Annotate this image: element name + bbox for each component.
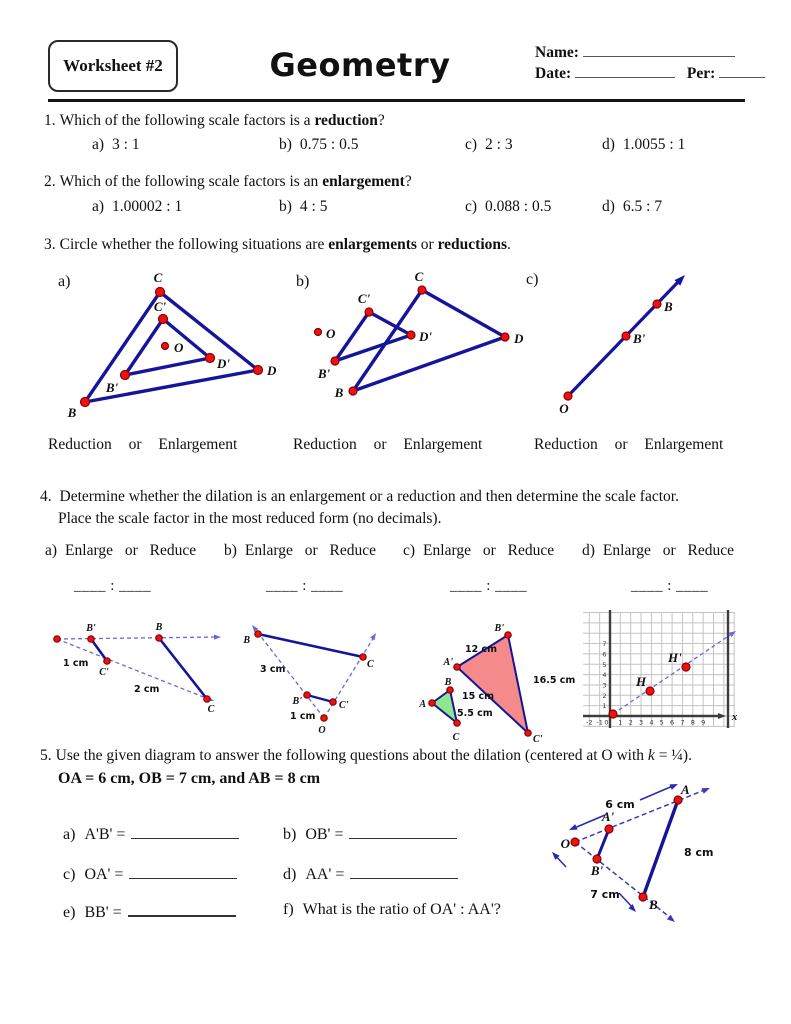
segment-AB	[643, 800, 678, 897]
point-C-dot	[454, 720, 460, 726]
point-B-label: B	[444, 677, 452, 688]
point-Bp-dot	[505, 632, 511, 638]
origin-dot	[609, 710, 617, 718]
q1-option-a[interactable]: a) 3 : 1	[92, 136, 140, 153]
measure-arrow-6cm-up	[640, 785, 675, 800]
point-D-dot	[254, 366, 263, 375]
part-label-b: b)	[296, 273, 310, 290]
q5-part-b: b) OB' =	[283, 824, 457, 844]
arrowhead	[568, 824, 578, 833]
grid-yticks	[602, 640, 606, 710]
q2-option-d[interactable]: d) 6.5 : 7	[602, 198, 663, 215]
measure-8cm: 8 cm	[684, 846, 714, 859]
q4-diagram-c	[412, 608, 584, 748]
point-O-dot	[564, 392, 572, 400]
q3-diagram-c	[520, 258, 765, 436]
q4-diagram-d	[583, 608, 761, 735]
q5a-answer-blank[interactable]	[131, 824, 239, 839]
point-A-dot	[674, 796, 682, 804]
measure-12cm: 12 cm	[465, 644, 498, 655]
measure-1cm: 1 cm	[63, 658, 89, 669]
measure-6cm: 6 cm	[605, 798, 635, 811]
q1-option-b[interactable]: b) 0.75 : 0.5	[279, 136, 359, 153]
point-C-dot	[204, 696, 210, 702]
measure-16-5cm: 16.5 cm	[533, 675, 576, 686]
per-blank[interactable]	[719, 64, 765, 78]
q4-option-a[interactable]: a) Enlarge or Reduce	[45, 542, 197, 559]
point-Ap-dot	[454, 664, 460, 670]
svg-text:3: 3	[602, 681, 607, 690]
measure-15cm: 15 cm	[462, 691, 495, 702]
point-A-label: A	[419, 699, 426, 710]
q2-prompt: 2. Which of the following scale factors is an enlargement?	[44, 173, 412, 190]
measure-2cm: 2 cm	[134, 684, 160, 695]
point-Hp-label: H'	[668, 650, 682, 665]
svg-text:7: 7	[602, 640, 607, 649]
point-B-dot	[349, 387, 357, 395]
point-Dp-dot	[206, 354, 215, 363]
point-Cp-label: C'	[339, 700, 349, 711]
triangle-BpCpDp	[335, 312, 411, 361]
q4a-scale-blank[interactable]: ____ : ____	[74, 578, 152, 594]
point-O-label: O	[559, 401, 569, 416]
q4-option-b[interactable]: b) Enlarge or Reduce	[224, 542, 376, 559]
svg-text:2: 2	[602, 691, 607, 700]
point-B-label: B	[334, 385, 344, 400]
svg-text:9: 9	[701, 718, 706, 727]
name-date-block	[535, 42, 765, 84]
q4d-scale-blank[interactable]: ____ : ____	[631, 578, 709, 594]
point-Bp-dot	[88, 636, 94, 642]
point-O-label: O	[326, 326, 336, 341]
svg-text:4: 4	[649, 718, 654, 727]
date-label: Date:	[535, 65, 572, 82]
point-B-dot	[653, 300, 661, 308]
q1-option-c[interactable]: c) 2 : 3	[465, 136, 513, 153]
svg-text:6: 6	[602, 650, 607, 659]
segment-BC	[159, 638, 207, 699]
svg-text:7: 7	[680, 718, 685, 727]
worksheet-number-label: Worksheet #2	[63, 56, 163, 75]
dashed-arrowhead	[214, 634, 221, 639]
point-C-label: C	[153, 270, 163, 285]
point-Bp-dot	[622, 332, 630, 340]
q5-part-f: f) What is the ratio of OA' : AA'?	[283, 901, 501, 918]
point-Bp-dot	[331, 357, 339, 365]
point-Cp-dot	[330, 699, 336, 705]
q4b-scale-blank[interactable]: ____ : ____	[266, 578, 344, 594]
point-B-label: B	[67, 405, 77, 420]
point-Bp-label: B'	[105, 380, 119, 395]
q2-option-b[interactable]: b) 4 : 5	[279, 198, 328, 215]
per-label: Per:	[686, 65, 716, 82]
point-O-label: O	[318, 725, 326, 736]
point-Bp-dot	[304, 692, 310, 698]
point-B-label: B	[155, 622, 163, 633]
svg-text:1: 1	[602, 702, 607, 711]
q5-part-a: a) A'B' =	[63, 824, 239, 844]
point-B-label: B	[649, 897, 658, 912]
q5-part-d: d) AA' =	[283, 864, 458, 884]
point-C-label: C	[452, 732, 460, 743]
center-dot	[54, 636, 60, 642]
point-B-dot	[639, 893, 647, 901]
q4-prompt-line2: Place the scale factor in the most reduced form (no decimals).	[58, 510, 442, 527]
segment-ApBp	[597, 829, 609, 859]
point-Bp-label: B'	[86, 623, 96, 634]
q1-prompt: 1. Which of the following scale factors is a reduction?	[44, 112, 385, 129]
svg-text:5: 5	[659, 718, 664, 727]
q5b-answer-blank[interactable]	[349, 824, 457, 839]
segment-BpCp	[91, 639, 107, 661]
x-axis-arrowhead	[718, 713, 726, 719]
point-C-label: C	[367, 659, 374, 670]
point-Bp-dot	[593, 855, 601, 863]
svg-text:8: 8	[690, 718, 695, 727]
date-blank[interactable]	[575, 64, 675, 78]
point-Ap-label: A'	[443, 657, 453, 668]
point-A-label: A	[681, 782, 690, 797]
point-C-dot	[156, 288, 165, 297]
dashed-arrowhead	[370, 632, 378, 641]
dashed-arrowhead	[701, 785, 711, 794]
q4-diagram-b	[232, 608, 404, 748]
part-label-a: a)	[58, 273, 71, 290]
name-blank[interactable]	[583, 43, 735, 57]
name-label: Name:	[535, 44, 579, 61]
q3-prompt: 3. Circle whether the following situations are enlargements or reductions.	[44, 236, 511, 253]
svg-text:4: 4	[602, 671, 607, 680]
point-Cp-label: C'	[533, 734, 543, 745]
triangle-ABC-green	[432, 690, 457, 723]
point-Ap-label: A'	[601, 809, 615, 824]
svg-text:5: 5	[602, 660, 607, 669]
point-Dp-label: D'	[217, 356, 230, 371]
point-Dp-dot	[407, 331, 415, 339]
point-B-dot	[81, 398, 90, 407]
q5-diagram	[545, 772, 791, 964]
measure-arrow-6cm-down	[572, 815, 605, 829]
header-divider	[48, 99, 745, 102]
part-label-c: c)	[526, 271, 539, 288]
grid-xticks	[586, 719, 705, 727]
point-O-dot	[315, 329, 322, 336]
q5-part-e: e) BB' =	[63, 901, 236, 922]
worksheet-number-box	[48, 40, 178, 92]
q5e-answer-blank[interactable]	[128, 901, 236, 917]
point-B-label: B	[664, 299, 673, 314]
point-Bp-label: B'	[494, 623, 504, 634]
point-H-label: H	[636, 674, 647, 689]
point-H-dot	[646, 687, 654, 695]
page-title: Geometry	[269, 46, 451, 84]
point-C-label: C	[414, 269, 424, 284]
dashed-arrowhead	[729, 629, 738, 637]
point-O-dot	[162, 343, 169, 350]
point-D-dot	[501, 333, 509, 341]
q3-diagram-b	[290, 262, 530, 436]
svg-text:-2: -2	[586, 718, 593, 727]
q4-prompt-line1: 4. Determine whether the dilation is an enlargement or a reduction and then determine the scale factor.	[40, 488, 679, 505]
q3b-choice[interactable]: Reduction or Enlargement	[293, 436, 483, 453]
q5-part-c: c) OA' =	[63, 864, 237, 884]
q4c-scale-blank[interactable]: ____ : ____	[450, 578, 528, 594]
point-Bp-label: B'	[590, 863, 604, 878]
point-D-label: D	[514, 331, 524, 346]
measure-7cm: 7 cm	[590, 888, 620, 901]
q2-option-a[interactable]: a) 1.00002 : 1	[92, 198, 183, 215]
svg-text:0: 0	[604, 718, 609, 727]
svg-text:1: 1	[618, 718, 623, 727]
svg-text:-1: -1	[596, 718, 603, 727]
q5-given: OA = 6 cm, OB = 7 cm, and AB = 8 cm	[58, 770, 321, 787]
q1-option-d[interactable]: d) 1.0055 : 1	[602, 136, 686, 153]
point-B-dot	[255, 631, 261, 637]
point-Bp-label: B'	[292, 696, 302, 707]
q5c-answer-blank[interactable]	[129, 864, 237, 879]
q3-diagram-a	[40, 262, 290, 436]
dashed-arrowhead	[667, 915, 677, 925]
point-Bp-dot	[121, 371, 130, 380]
point-C-dot	[418, 286, 426, 294]
arrowhead	[669, 781, 679, 790]
point-O-label: O	[174, 340, 184, 355]
point-Cp-label: C'	[357, 291, 371, 306]
q3c-choice[interactable]: Reduction or Enlargement	[534, 436, 724, 453]
q4-option-d[interactable]: d) Enlarge or Reduce	[582, 542, 734, 559]
point-Cp-dot	[525, 730, 531, 736]
svg-text:3: 3	[638, 718, 644, 727]
point-Bp-label: B'	[633, 331, 646, 346]
measure-1cm: 1 cm	[290, 711, 316, 722]
dashed-ray-B	[57, 637, 218, 639]
point-Cp-dot	[159, 315, 168, 324]
point-Ap-dot	[605, 825, 613, 833]
point-D-label: D	[267, 363, 277, 378]
point-C-label: C	[207, 704, 215, 715]
point-Dp-label: D'	[419, 329, 432, 344]
point-C-dot	[360, 654, 366, 660]
measure-3cm: 3 cm	[260, 664, 286, 675]
measure-5-5cm: 5.5 cm	[457, 708, 493, 719]
svg-text:2: 2	[628, 718, 633, 727]
point-O-dot	[321, 715, 327, 721]
point-Cp-label: C'	[153, 299, 167, 314]
q2-option-c[interactable]: c) 0.088 : 0.5	[465, 198, 552, 215]
q4-diagram-a	[30, 608, 230, 740]
point-Hp-dot	[682, 663, 690, 671]
svg-text:6: 6	[670, 718, 675, 727]
segment-BC	[258, 634, 363, 657]
point-O-dot	[571, 838, 579, 846]
q5d-answer-blank[interactable]	[350, 864, 458, 879]
point-Cp-dot	[104, 658, 110, 664]
q4-option-c[interactable]: c) Enlarge or Reduce	[403, 542, 555, 559]
q5-prompt: 5. Use the given diagram to answer the following questions about the dilation (centered at O with k = ¼).	[40, 747, 692, 764]
point-B-dot	[156, 635, 162, 641]
point-Cp-dot	[365, 308, 373, 316]
point-B-label: B	[243, 635, 250, 646]
q3a-choice[interactable]: Reduction or Enlargement	[48, 436, 238, 453]
point-O-label: O	[560, 836, 570, 851]
point-Bp-label: B'	[317, 366, 331, 381]
point-Cp-label: C'	[99, 667, 109, 678]
x-axis-label: x	[732, 712, 738, 723]
point-A-dot	[429, 700, 435, 706]
